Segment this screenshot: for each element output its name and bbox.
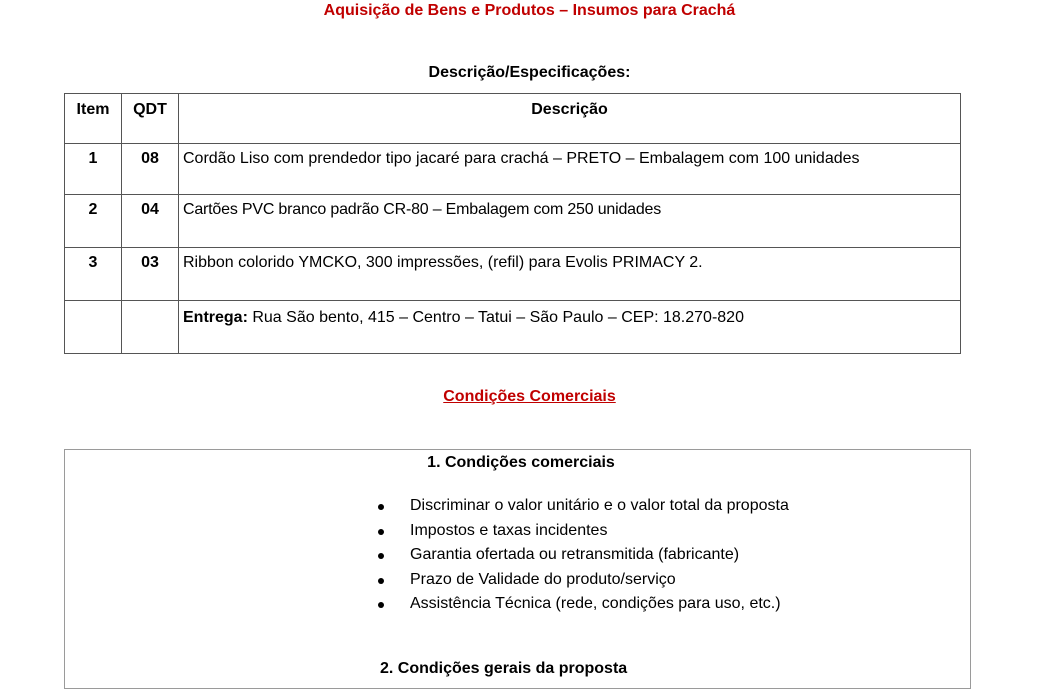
row-qty: 04 bbox=[122, 195, 179, 248]
delivery-empty-cell bbox=[122, 301, 179, 354]
section1-list bbox=[378, 497, 789, 620]
bullet-icon bbox=[378, 529, 384, 535]
list-item bbox=[378, 595, 789, 620]
table-row bbox=[65, 248, 961, 301]
list-item-text: Garantia ofertada ou retransmitida (fabricante) bbox=[410, 546, 740, 563]
header-item: Item bbox=[65, 94, 122, 144]
row-item: 3 bbox=[65, 248, 122, 301]
row-description: Cordão Liso com prendedor tipo jacaré para crachá – PRETO – Embalagem com 100 unidades bbox=[179, 144, 961, 195]
header-qty: QDT bbox=[122, 94, 179, 144]
list-item-text: Discriminar o valor unitário e o valor total da proposta bbox=[410, 497, 789, 514]
specifications-heading: Descrição/Especificações: bbox=[428, 64, 631, 81]
header-description: Descrição bbox=[179, 94, 961, 144]
list-item bbox=[378, 497, 789, 522]
list-item bbox=[378, 546, 789, 571]
section2-title: 2. Condições gerais da proposta bbox=[380, 660, 628, 677]
row-item: 2 bbox=[65, 195, 122, 248]
section1-title: 1. Condições comerciais bbox=[427, 454, 615, 471]
delivery-address: Rua São bento, 415 – Centro – Tatui – São Paulo – CEP: 18.270-820 bbox=[247, 309, 744, 326]
table-row bbox=[65, 195, 961, 248]
document-title: Aquisição de Bens e Produtos – Insumos para Crachá bbox=[323, 2, 736, 19]
list-item bbox=[378, 522, 789, 547]
delivery-label: Entrega: bbox=[183, 309, 248, 326]
delivery-cell bbox=[179, 301, 961, 354]
table-header-row bbox=[65, 94, 961, 144]
list-item-text: Impostos e taxas incidentes bbox=[410, 521, 608, 539]
bullet-icon bbox=[378, 504, 384, 510]
delivery-empty-cell bbox=[65, 301, 122, 354]
bullet-icon bbox=[378, 578, 384, 584]
row-item: 1 bbox=[65, 144, 122, 195]
commercial-conditions-heading: Condições Comerciais bbox=[443, 388, 616, 405]
table-row bbox=[65, 144, 961, 195]
row-qty: 03 bbox=[122, 248, 179, 301]
bullet-icon bbox=[378, 602, 384, 608]
row-qty: 08 bbox=[122, 144, 179, 195]
list-item bbox=[378, 571, 789, 596]
row-description: Ribbon colorido YMCKO, 300 impressões, (refil) para Evolis PRIMACY 2. bbox=[179, 248, 961, 301]
delivery-row bbox=[65, 301, 961, 354]
list-item-text: Prazo de Validade do produto/serviço bbox=[410, 570, 676, 588]
bullet-icon bbox=[378, 553, 384, 559]
row-description: Cartões PVC branco padrão CR-80 – Embalagem com 250 unidades bbox=[179, 195, 961, 248]
items-table bbox=[64, 93, 961, 354]
list-item-text: Assistência Técnica (rede, condições para uso, etc.) bbox=[410, 595, 781, 612]
